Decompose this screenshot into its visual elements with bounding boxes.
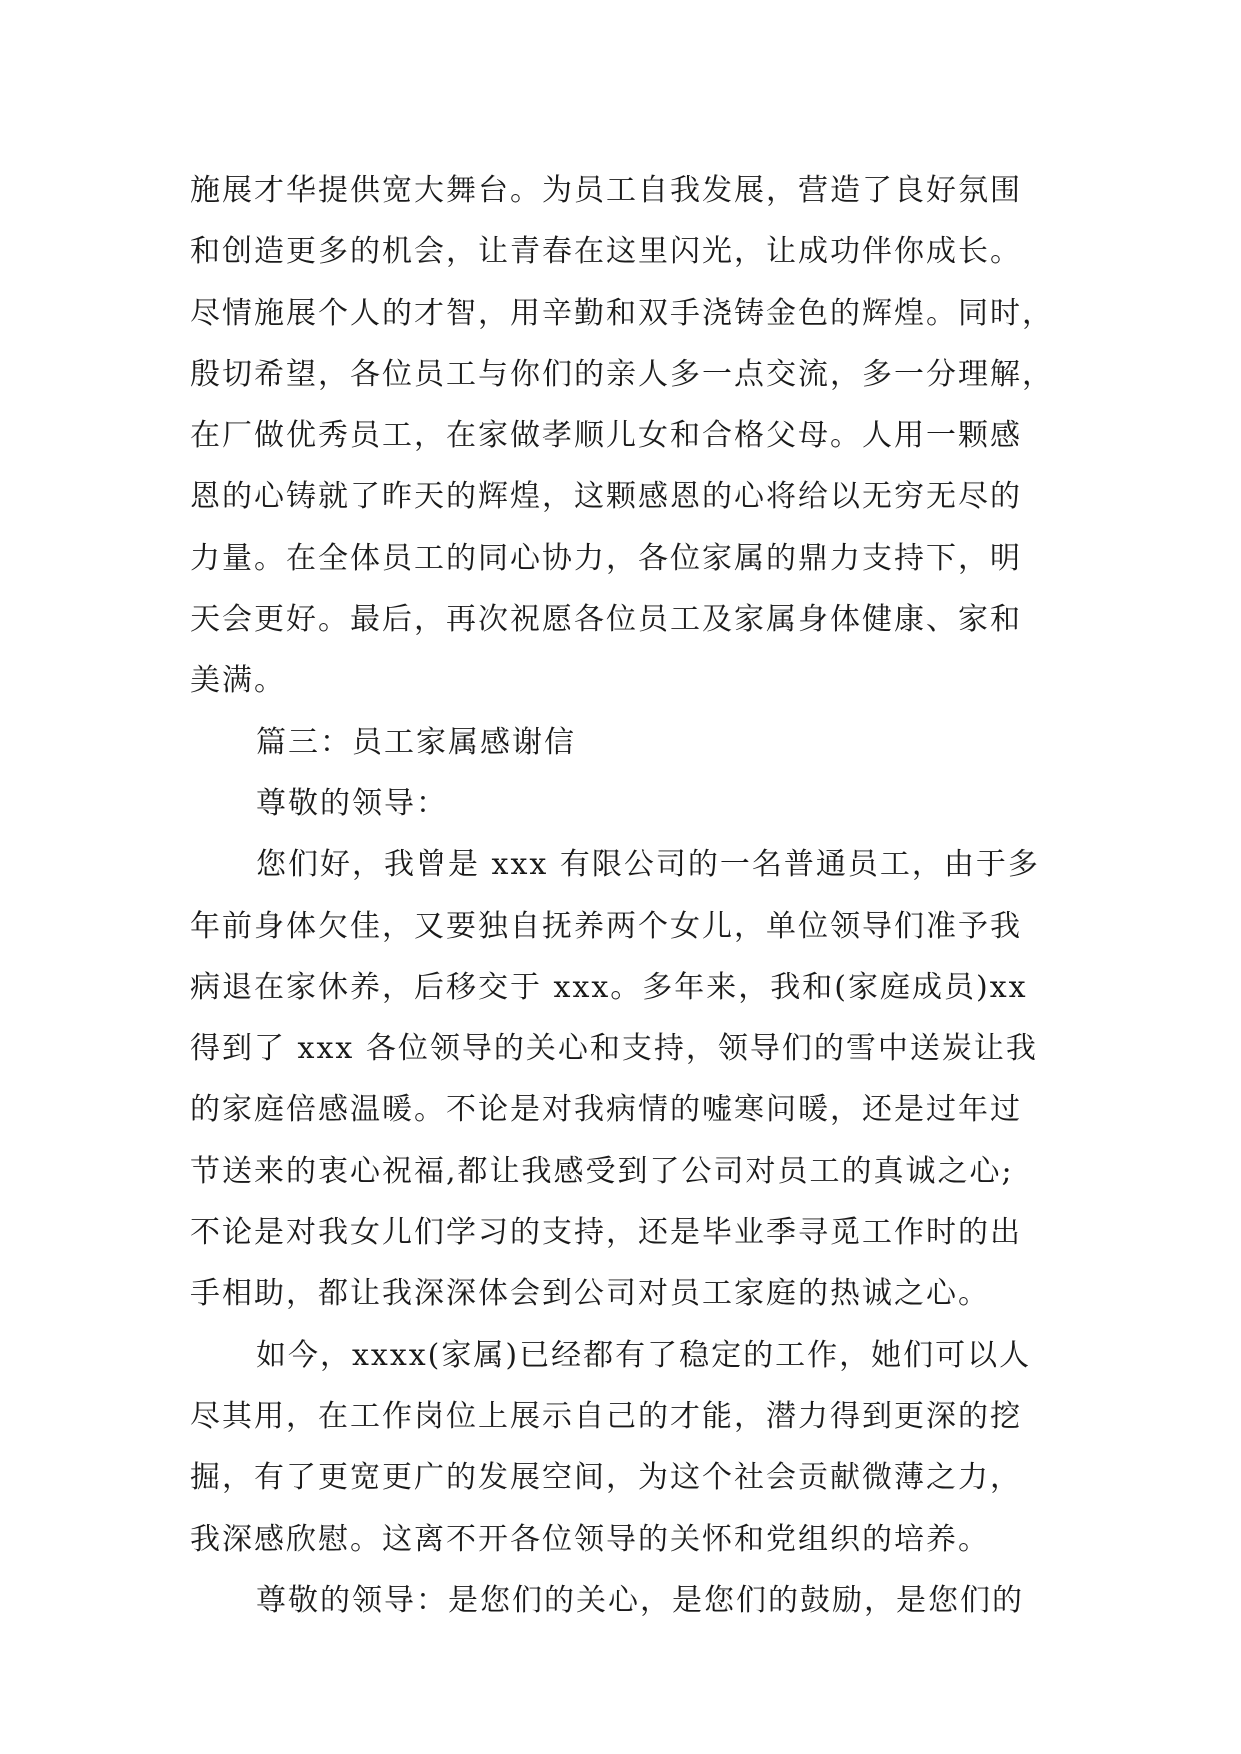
text-line: 病退在家休养，后移交于 xxx。多年来，我和(家庭成员)xx	[190, 969, 1028, 1005]
text-line: 年前身体欠佳，又要独自抚养两个女儿，单位领导们准予我	[190, 908, 1022, 944]
text-line: 您们好，我曾是 xxx 有限公司的一名普通员工，由于多	[256, 847, 1040, 883]
text-line: 节送来的衷心祝福,都让我感受到了公司对员工的真诚之心;	[190, 1153, 1014, 1189]
text-line: 殷切希望，各位员工与你们的亲人多一点交流，多一分理解，	[190, 356, 1054, 392]
text-line: 恩的心铸就了昨天的辉煌，这颗感恩的心将给以无穷无尽的	[190, 479, 1022, 515]
text-line: 如今，xxxx(家属)已经都有了稳定的工作，她们可以人	[256, 1337, 1032, 1373]
document-body	[190, 160, 1070, 1631]
text-line: 在厂做优秀员工，在家做孝顺儿女和合格父母。人用一颗感	[190, 418, 1022, 454]
text-line: 施展才华提供宽大舞台。为员工自我发展，营造了良好氛围	[190, 173, 1022, 208]
text-line: 力量。在全体员工的同心协力，各位家属的鼎力支持下，明	[190, 540, 1022, 576]
section-heading: 篇三：员工家属感谢信	[256, 724, 576, 760]
text-line: 手相助，都让我深深体会到公司对员工家庭的热诚之心。	[190, 1276, 990, 1312]
text-line: 天会更好。最后，再次祝愿各位员工及家属身体健康、家和	[190, 602, 1022, 638]
text-line: 不论是对我女儿们学习的支持，还是毕业季寻觅工作时的出	[190, 1215, 1022, 1251]
text-line: 掘，有了更宽更广的发展空间，为这个社会贡献微薄之力，	[190, 1460, 1022, 1496]
text-line: 的家庭倍感温暖。不论是对我病情的嘘寒问暖，还是过年过	[190, 1092, 1022, 1128]
text-line: 得到了 xxx 各位领导的关心和支持，领导们的雪中送炭让我	[190, 1031, 1038, 1067]
text-line: 尽情施展个人的才智，用辛勤和双手浇铸金色的辉煌。同时，	[190, 295, 1054, 331]
text-line: 尊敬的领导：是您们的关心，是您们的鼓励，是您们的	[256, 1582, 1024, 1618]
text-line: 尽其用，在工作岗位上展示自己的才能，潜力得到更深的挖	[190, 1398, 1022, 1434]
text-line: 美满。	[190, 663, 286, 699]
text-line: 我深感欣慰。这离不开各位领导的关怀和党组织的培养。	[190, 1521, 990, 1557]
salutation: 尊敬的领导：	[256, 785, 448, 821]
text-line: 和创造更多的机会，让青春在这里闪光，让成功伴你成长。	[190, 234, 1022, 270]
